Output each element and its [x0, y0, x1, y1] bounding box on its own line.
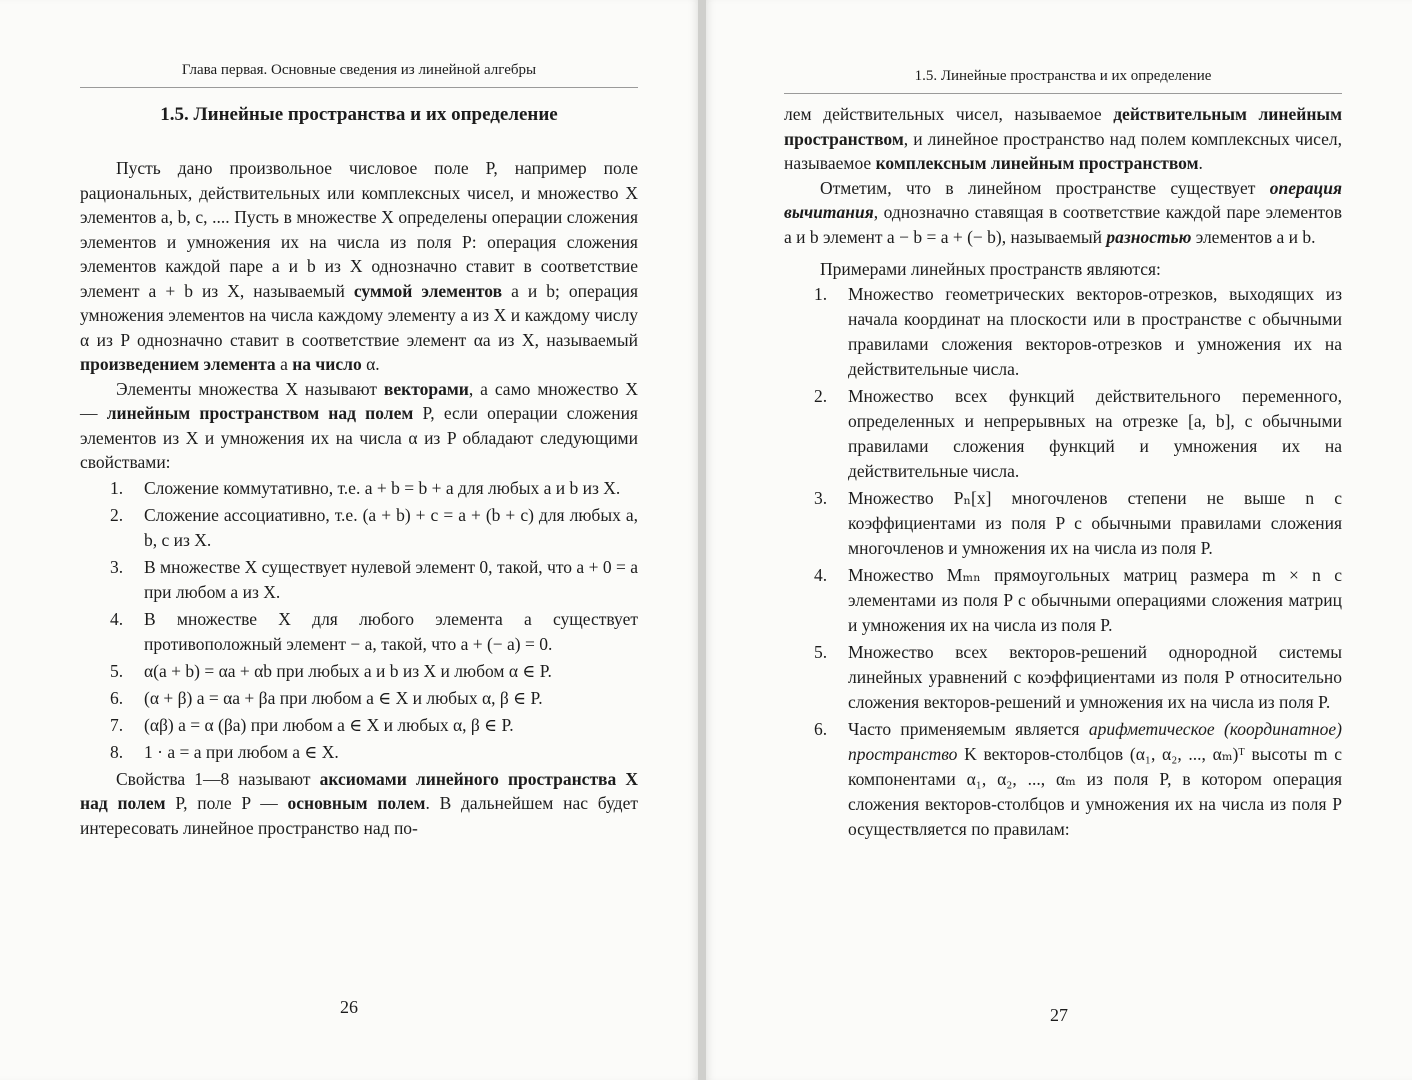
running-head-left: Глава первая. Основные сведения из линейной алгебры [80, 62, 638, 88]
paragraph-continued: лем действительных чисел, называемое действительным линейным пространством, и линейное пространство над полем комплексных чисел, называемое комплексным линейным пространством. [784, 104, 1342, 173]
list-item: 8. 1 · a = a при любом a ∈ X. [110, 741, 339, 762]
list-item: 4. В множестве X для любого элемента a существует противоположный элемент − a, такой, что a + (− a) = 0. [110, 608, 638, 654]
axioms-list [80, 476, 638, 765]
section-title: 1.5. Линейные пространства и их определение [160, 104, 558, 125]
list-item: 2. Сложение ассоциативно, т.е. (a + b) + c = a + (b + c) для любых a, b, c из X. [110, 504, 638, 550]
list-item: 4. Множество Mₘₙ прямоугольных матриц размера m × n с элементами из поля P с обычными операциями сложения матриц и умножения их на числа из поля P. [814, 564, 1342, 635]
list-item: 2. Множество всех функций действительного переменного, определенных и непрерывных на отрезке [a, b], с обычными правилами сложения функций и умножения их на действительные числа. [814, 385, 1342, 481]
left-page [0, 0, 698, 1080]
list-item: 3. Множество Pₙ[x] многочленов степени не выше n с коэффициентами из поля P с обычными правилами сложения многочленов и умножения их на числа из поля P. [814, 487, 1342, 558]
paragraph-subtraction: Отметим, что в линейном пространстве существует операция вычитания, однозначно ставящая в соответствие каждой паре элементов a и b элемент a − b = a + (− b), называемый разностью элементов a и b. [784, 177, 1342, 247]
right-page [706, 0, 1412, 1080]
page-number-right: 27 [1050, 1005, 1068, 1025]
paragraph-3: Свойства 1—8 называют аксиомами линейного пространства X над полем P, поле P — основным полем. В дальнейшем нас будет интересовать линейное пространство над по- [80, 768, 638, 838]
list-item: 1. Сложение коммутативно, т.е. a + b = b + a для любых a и b из X. [110, 477, 621, 498]
list-item: 6. (α + β) a = αa + βa при любом a ∈ X и любых α, β ∈ P. [110, 687, 543, 708]
examples-list [784, 282, 1342, 842]
examples-intro: Примерами линейных пространств являются: [820, 259, 1161, 279]
list-item: 6. Часто применяемым является арифметическое (координатное) пространство K векторов-столбцов (α₁, α₂, ..., αₘ)ᵀ высоты m с компонентами α₁, α₂, ..., αₘ из поля P, в котором операция сложения векторов-столбцов и умножения их на числа из поля P осуществляется по правилам: [814, 718, 1343, 839]
paragraph-2: Элементы множества X называют векторами, а само множество X — линейным пространством над полем P, если операции сложения элементов из X и умножения их на числа α из P обладают следующими свойствами: [80, 378, 639, 472]
list-item: 1. Множество геометрических векторов-отрезков, выходящих из начала координат на плоскости или в пространстве с обычными правилами сложения векторов-отрезков и умножения их на действительные числа. [814, 283, 1342, 379]
running-head-right: 1.5. Линейные пространства и их определение [784, 68, 1342, 94]
book-gutter [698, 0, 706, 1080]
paragraph-1: Пусть дано произвольное числовое поле P, например поле рациональных, действительных или комплексных чисел, и множество X элементов a, b, c, .... Пусть в множестве X определены операции сложения элементов и умножения их на числа из поля P: операция сложения элементов каждой паре a и b из X однозначно ставит в соответствие элемент a + b из X, называемый суммой элементов a и b; операция умножения элементов на числа каждому элементу a из X и каждому числу α из P однозначно ставит в соответствие элемент αa из X, называемый произведением элемента a на число α. [80, 158, 639, 374]
list-item: 7. (αβ) a = α (βa) при любом a ∈ X и любых α, β ∈ P. [110, 714, 514, 735]
list-item: 5. α(a + b) = αa + αb при любых a и b из X и любом α ∈ P. [110, 660, 552, 681]
list-item: 3. В множестве X существует нулевой элемент 0, такой, что a + 0 = a при любом a из X. [110, 556, 638, 602]
list-item: 5. Множество всех векторов-решений однородной системы линейных уравнений с коэффициентами из поля P относительно сложения векторов-решений и умножения их на числа из поля P. [814, 641, 1342, 712]
page-number-left: 26 [340, 997, 358, 1017]
